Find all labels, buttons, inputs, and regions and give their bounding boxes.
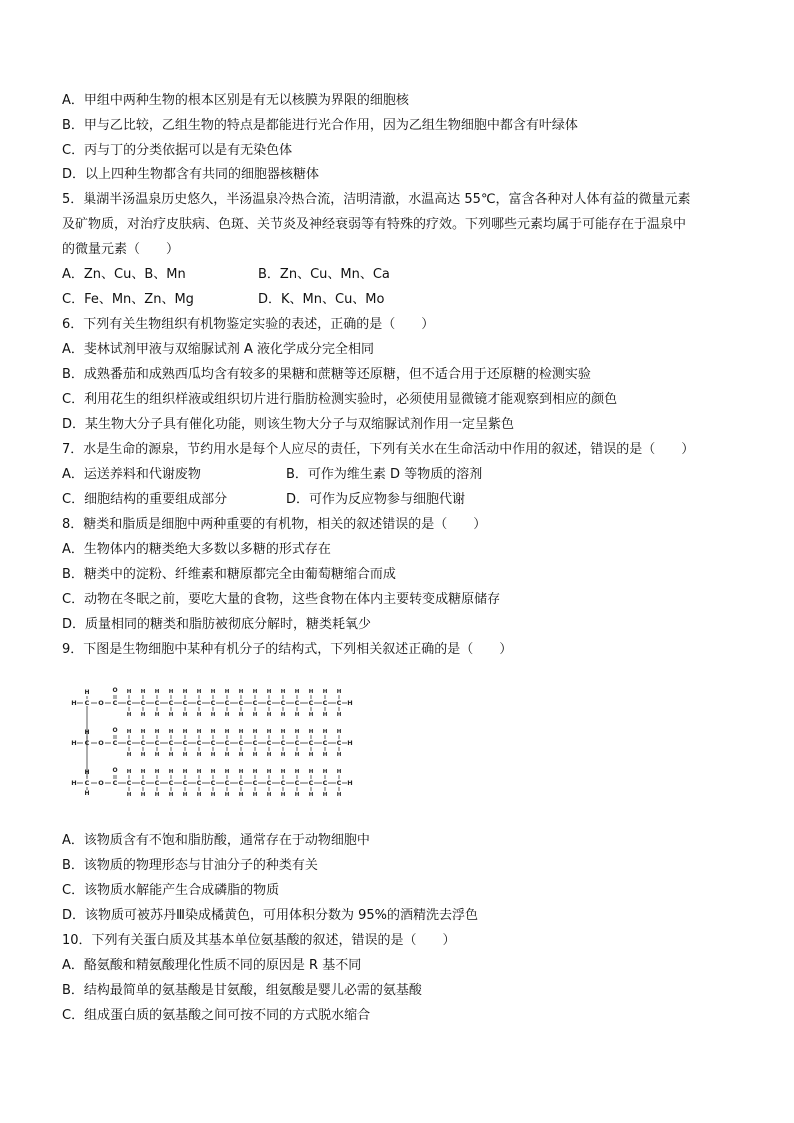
atom-h: H [224,769,230,775]
atom-c: C [84,779,90,787]
atom-c: C [308,699,314,707]
atom-h: H [308,689,314,695]
atom-c: C [112,739,118,747]
atom-c: C [238,779,244,787]
atom-c: C [210,739,216,747]
atom-h: H [224,689,230,695]
atom-h: H [224,792,230,798]
q4-option-c: C．丙与丁的分类依据可以是有无染色体 [62,143,293,158]
atom-h: H [196,689,202,695]
q8-option-b: B．糖类中的淀粉、纤维素和糖原都完全由葡萄糖缩合而成 [62,567,396,582]
q8-option-a: A．生物体内的糖类绝大多数以多糖的形式存在 [62,542,331,557]
atom-h: H [238,689,244,695]
atom-h: H [322,729,328,735]
atom-h: H [252,729,258,735]
atom-h: H [336,792,342,798]
q7-stem: 7．水是生命的源泉，节约用水是每个人应尽的责任，下列有关水在生命活动中作用的叙述，错误的是（ ） [62,442,695,457]
atom-h: H [308,769,314,775]
atom-c: C [168,779,174,787]
atom-h: H [182,712,188,718]
q4-option-a: A．甲组中两种生物的根本区别是有无以核膜为界限的细胞核 [62,93,409,108]
atom-c: C [182,699,188,707]
atom-h: H [308,792,314,798]
atom-c: C [238,699,244,707]
atom-h: H [154,689,160,695]
atom-c: C [196,779,202,787]
q4-option-d: D．以上四种生物都含有共同的细胞器核糖体 [62,167,320,182]
q6-option-b: B．成熟番茄和成熟西瓜均含有较多的果糖和蔗糖等还原糖，但不适合用于还原糖的检测实验 [62,367,591,382]
q7-option-d: D．可作为反应物参与细胞代谢 [286,492,466,507]
atom-h: H [252,689,258,695]
atom-h: H [308,729,314,735]
atom-h: H [154,792,160,798]
atom-h: H [280,712,286,718]
atom-h: H [84,769,90,776]
atom-c: C [224,739,230,747]
atom-h: H [280,752,286,758]
atom-c: C [154,779,160,787]
atom-h: H [168,769,174,775]
atom-c: C [140,739,146,747]
atom-h: H [347,779,353,787]
atom-h: H [224,752,230,758]
atom-h: H [294,792,300,798]
atom-h: H [294,729,300,735]
atom-h: H [308,752,314,758]
atom-h: H [266,729,272,735]
q9-option-d: D．该物质可被苏丹Ⅲ染成橘黄色，可用体积分数为 95%的酒精洗去浮色 [62,908,479,923]
atom-h: H [336,769,342,775]
atom-h: H [238,712,244,718]
atom-h: H [294,752,300,758]
atom-c: C [126,699,132,707]
atom-h: H [266,792,272,798]
atom-h: H [224,729,230,735]
q4-option-b: B．甲与乙比较，乙组生物的特点是都能进行光合作用，因为乙组生物细胞中都含有叶绿体 [62,118,578,133]
q6-option-c: C．利用花生的组织样液或组织切片进行脂肪检测实验时，必须使用显微镜才能观察到相应的颜色 [62,392,618,407]
atom-h: H [210,792,216,798]
atom-h: H [266,752,272,758]
q9-option-b: B．该物质的物理形态与甘油分子的种类有关 [62,858,318,873]
atom-c: C [182,739,188,747]
atom-h: H [182,752,188,758]
atom-h: H [280,729,286,735]
q5-stem-line1: 5．巢湖半汤温泉历史悠久，半汤温泉冷热合流，洁明清澈，水温高达 55℃，富含各种对人体有益的微量元素 [62,192,691,207]
atom-c: C [280,699,286,707]
atom-c: C [294,779,300,787]
q8-option-d: D．质量相同的糖类和脂肪被彻底分解时，糖类耗氧少 [62,617,372,632]
atom-h: H [140,729,146,735]
atom-h: H [294,769,300,775]
q10-stem: 10．下列有关蛋白质及其基本单位氨基酸的叙述，错误的是（ ） [62,933,456,948]
atom-h: H [140,752,146,758]
atom-o: O [98,699,104,707]
atom-h: H [266,689,272,695]
atom-h: H [140,712,146,718]
atom-c: C [140,779,146,787]
atom-c: C [126,779,132,787]
atom-h: H [182,729,188,735]
atom-h: H [154,712,160,718]
atom-h: H [210,729,216,735]
atom-h: H [154,752,160,758]
atom-h: H [84,729,90,736]
atom-h: H [322,689,328,695]
atom-c: C [294,699,300,707]
atom-h: H [322,752,328,758]
atom-h: H [210,769,216,775]
atom-h: H [322,712,328,718]
atom-h: H [71,779,77,787]
q7-option-c: C．细胞结构的重要组成部分 [62,492,228,507]
atom-c: C [210,699,216,707]
atom-c: C [266,739,272,747]
atom-h: H [308,712,314,718]
q8-stem: 8．糖类和脂质是细胞中两种重要的有机物，相关的叙述错误的是（ ） [62,517,487,532]
atom-h: H [154,769,160,775]
atom-h: H [294,712,300,718]
atom-h: H [84,790,90,797]
q5-stem-line3: 的微量元素（ ） [62,242,180,257]
atom-h: H [347,699,353,707]
q10-option-b: B．结构最简单的氨基酸是甘氨酸，组氨酸是婴儿必需的氨基酸 [62,983,422,998]
atom-h: H [140,769,146,775]
atom-h: H [168,752,174,758]
atom-h: H [238,769,244,775]
atom-c: C [112,779,118,787]
atom-h: H [238,729,244,735]
q5-option-d: D．K、Mn、Cu、Mo [258,292,385,307]
atom-h: H [196,729,202,735]
q6-option-a: A．斐林试剂甲液与双缩脲试剂 A 液化学成分完全相同 [62,342,375,357]
q8-option-c: C．动物在冬眠之前，要吃大量的食物，这些食物在体内主要转变成糖原储存 [62,592,501,607]
atom-h: H [266,769,272,775]
atom-o: O [98,779,104,787]
atom-h: H [196,769,202,775]
atom-o: O [98,739,104,747]
atom-c: C [168,699,174,707]
atom-c: C [84,739,90,747]
atom-h: H [196,712,202,718]
atom-c: C [266,699,272,707]
atom-h: H [210,689,216,695]
atom-c: C [322,779,328,787]
atom-h: H [238,792,244,798]
q7-option-b: B．可作为维生素 D 等物质的溶剂 [286,467,483,482]
atom-h: H [280,769,286,775]
atom-h: H [126,689,132,695]
atom-c: C [168,739,174,747]
atom-h: H [126,729,132,735]
atom-h: H [126,769,132,775]
atom-c: C [280,779,286,787]
atom-h: H [322,769,328,775]
triglyceride-structure-figure [66,683,353,803]
atom-c: C [308,739,314,747]
atom-c: C [336,699,342,707]
atom-h: H [196,792,202,798]
atom-c: C [154,739,160,747]
atom-c: C [336,739,342,747]
q9-option-c: C．该物质水解能产生合成磷脂的物质 [62,883,280,898]
atom-c: C [196,739,202,747]
atom-h: H [140,689,146,695]
atom-h: H [154,729,160,735]
atom-h: H [322,792,328,798]
atom-c: C [266,779,272,787]
q9-stem: 9．下图是生物细胞中某种有机分子的结构式，下列相关叙述正确的是（ ） [62,642,513,657]
atom-h: H [168,712,174,718]
atom-h: H [210,752,216,758]
atom-c: C [308,779,314,787]
atom-h: H [280,792,286,798]
atom-c: C [252,699,258,707]
atom-h: H [252,769,258,775]
atom-h: H [336,712,342,718]
atom-h: H [252,752,258,758]
atom-c: C [210,779,216,787]
atom-h: H [336,689,342,695]
atom-c: C [252,779,258,787]
atom-c: C [238,739,244,747]
atom-h: H [210,712,216,718]
atom-c: C [182,779,188,787]
atom-h: H [336,729,342,735]
atom-h: H [84,689,90,696]
atom-h: H [280,689,286,695]
atom-c: C [154,699,160,707]
q5-stem-line2: 及矿物质，对治疗皮肤病、色斑、关节炎及神经衰弱等有特殊的疗效。下列哪些元素均属于可能存在于温泉中 [62,217,687,232]
atom-c: C [84,699,90,707]
atom-h: H [336,752,342,758]
atom-h: H [224,712,230,718]
atom-h: H [252,792,258,798]
atom-c: C [280,739,286,747]
atom-h: H [126,712,132,718]
atom-c: C [140,699,146,707]
atom-h: H [294,689,300,695]
atom-o: O [112,767,118,774]
atom-c: C [112,699,118,707]
atom-c: C [196,699,202,707]
atom-c: C [252,739,258,747]
atom-c: C [294,739,300,747]
q6-stem: 6．下列有关生物组织有机物鉴定实验的表述，正确的是（ ） [62,317,435,332]
atom-h: H [252,712,258,718]
atom-h: H [126,792,132,798]
atom-h: H [126,752,132,758]
atom-h: H [168,729,174,735]
q5-option-b: B．Zn、Cu、Mn、Ca [258,267,390,282]
atom-c: C [322,699,328,707]
q10-option-c: C．组成蛋白质的氨基酸之间可按不同的方式脱水缩合 [62,1008,371,1023]
q7-option-a: A．运送养料和代谢废物 [62,467,201,482]
q5-option-c: C．Fe、Mn、Zn、Mg [62,292,194,307]
atom-h: H [266,712,272,718]
atom-h: H [71,739,77,747]
atom-h: H [182,689,188,695]
atom-c: C [322,739,328,747]
atom-h: H [347,739,353,747]
atom-h: H [182,792,188,798]
atom-c: C [126,739,132,747]
atom-c: C [224,699,230,707]
atom-c: C [224,779,230,787]
atom-h: H [238,752,244,758]
atom-c: C [336,779,342,787]
atom-h: H [182,769,188,775]
q5-option-a: A．Zn、Cu、B、Mn [62,267,186,282]
atom-o: O [112,727,118,734]
atom-o: O [112,687,118,694]
atom-h: H [168,689,174,695]
atom-h: H [196,752,202,758]
q9-option-a: A．该物质含有不饱和脂肪酸，通常存在于动物细胞中 [62,833,370,848]
atom-h: H [168,792,174,798]
atom-h: H [140,792,146,798]
q6-option-d: D．某生物大分子具有催化功能，则该生物大分子与双缩脲试剂作用一定呈紫色 [62,417,515,432]
q10-option-a: A．酪氨酸和精氨酸理化性质不同的原因是 R 基不同 [62,958,362,973]
atom-h: H [71,699,77,707]
